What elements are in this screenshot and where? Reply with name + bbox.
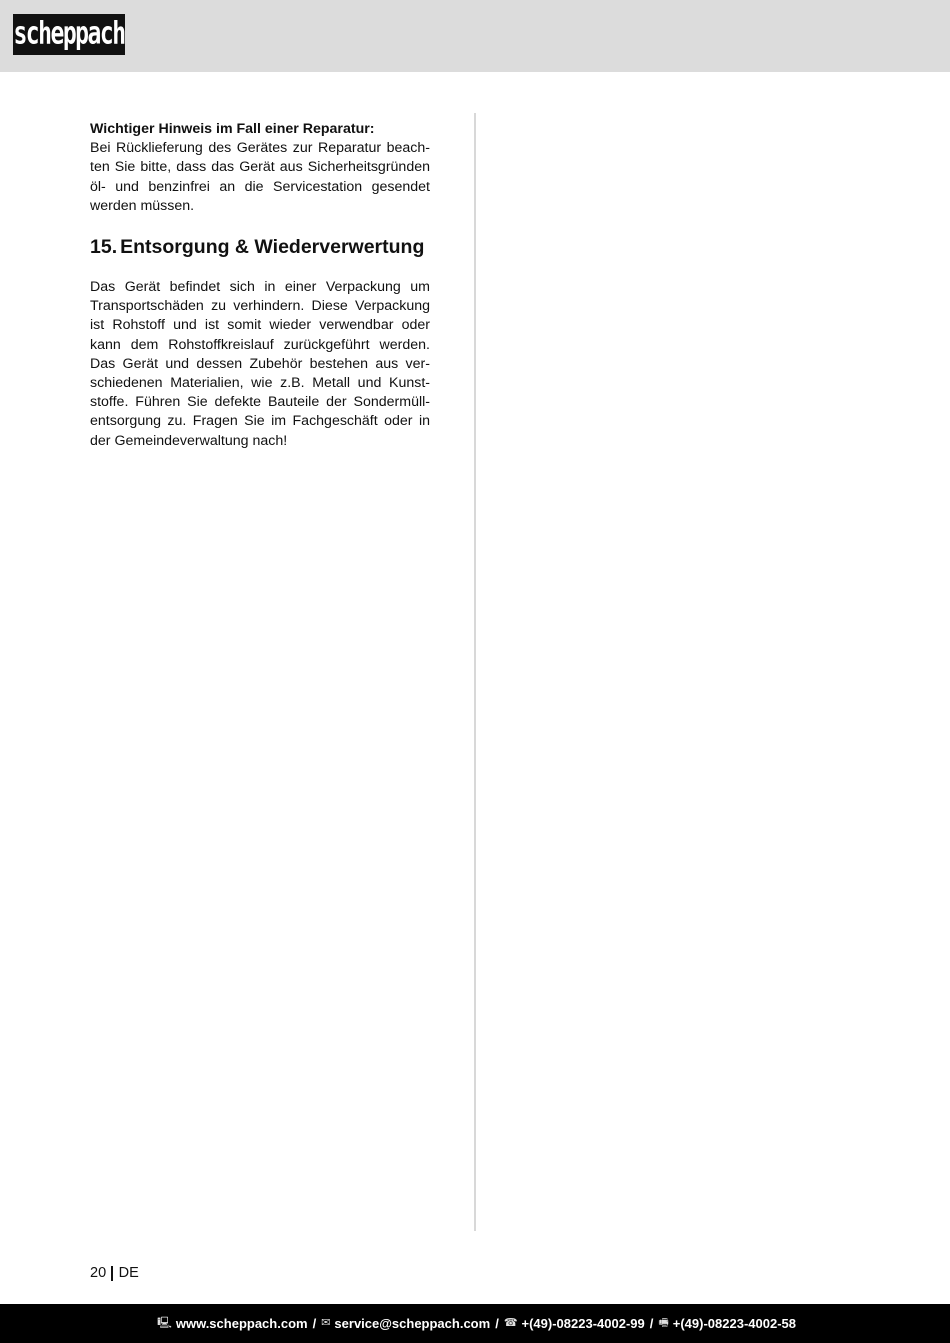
separator: /	[495, 1316, 499, 1331]
section-line: schiedenen Materialien, wie z.B. Metall und Kunst-	[90, 375, 430, 392]
section-heading	[90, 234, 430, 260]
page-language: DE	[118, 1265, 139, 1281]
section-line: stoffe. Führen Sie defekte Bauteile der Sondermüll-	[90, 394, 430, 411]
page-number	[90, 1264, 139, 1282]
logo-text: scheppach	[13, 16, 125, 52]
notice-line: werden müssen.	[90, 197, 195, 214]
section-line: entsorgung zu. Fragen Sie im Fachgeschäft oder in	[90, 413, 430, 430]
computer-icon: 🖳	[157, 1317, 172, 1329]
fax-icon: 🖷	[658, 1317, 669, 1329]
column-divider	[474, 113, 476, 1231]
notice-body	[90, 139, 430, 216]
section-line: Transportschäden zu verhindern. Diese Verpackung	[90, 298, 430, 315]
notice-line: Bei Rücklieferung des Gerätes zur Reparatur beach-	[90, 140, 430, 157]
page-number-separator	[111, 1266, 113, 1281]
separator: /	[312, 1316, 317, 1331]
phone-number[interactable]: +(49)-08223-4002-99	[521, 1316, 645, 1331]
notice-line: ten Sie bitte, dass das Gerät aus Sicherheitsgründen	[90, 159, 430, 176]
section-title: Entsorgung & Wiederverwertung	[120, 236, 425, 259]
left-column	[90, 120, 430, 451]
section-line: kann dem Rohstoffkreislauf zurückgeführt werden.	[90, 336, 430, 353]
mail-icon: ✉	[321, 1317, 331, 1329]
section-body	[90, 278, 430, 451]
contact-bar	[0, 1304, 950, 1343]
section-line: Das Gerät befindet sich in einer Verpackung um	[90, 279, 430, 296]
page-number-value: 20	[90, 1265, 107, 1281]
fax-number: +(49)-08223-4002-58	[672, 1316, 796, 1331]
contact-line	[157, 1315, 796, 1332]
section-line: Das Gerät und dessen Zubehör bestehen aus ver-	[90, 355, 430, 372]
scheppach-logo	[13, 14, 125, 55]
section-line: der Gemeindeverwaltung nach!	[90, 432, 288, 449]
section-number: 15.	[90, 236, 118, 259]
separator: /	[649, 1316, 654, 1331]
notice-line: öl- und benzinfrei an die Servicestation gesendet	[90, 178, 430, 195]
notice-title: Wichtiger Hinweis im Fall einer Reparatur:	[90, 121, 375, 137]
website-link[interactable]: www.scheppach.com	[175, 1316, 308, 1331]
header-band	[0, 0, 950, 72]
phone-icon: ☎	[503, 1317, 518, 1329]
section-line: ist Rohstoff und ist somit wieder verwendbar oder	[90, 317, 430, 334]
email-link[interactable]: service@scheppach.com	[334, 1316, 491, 1331]
